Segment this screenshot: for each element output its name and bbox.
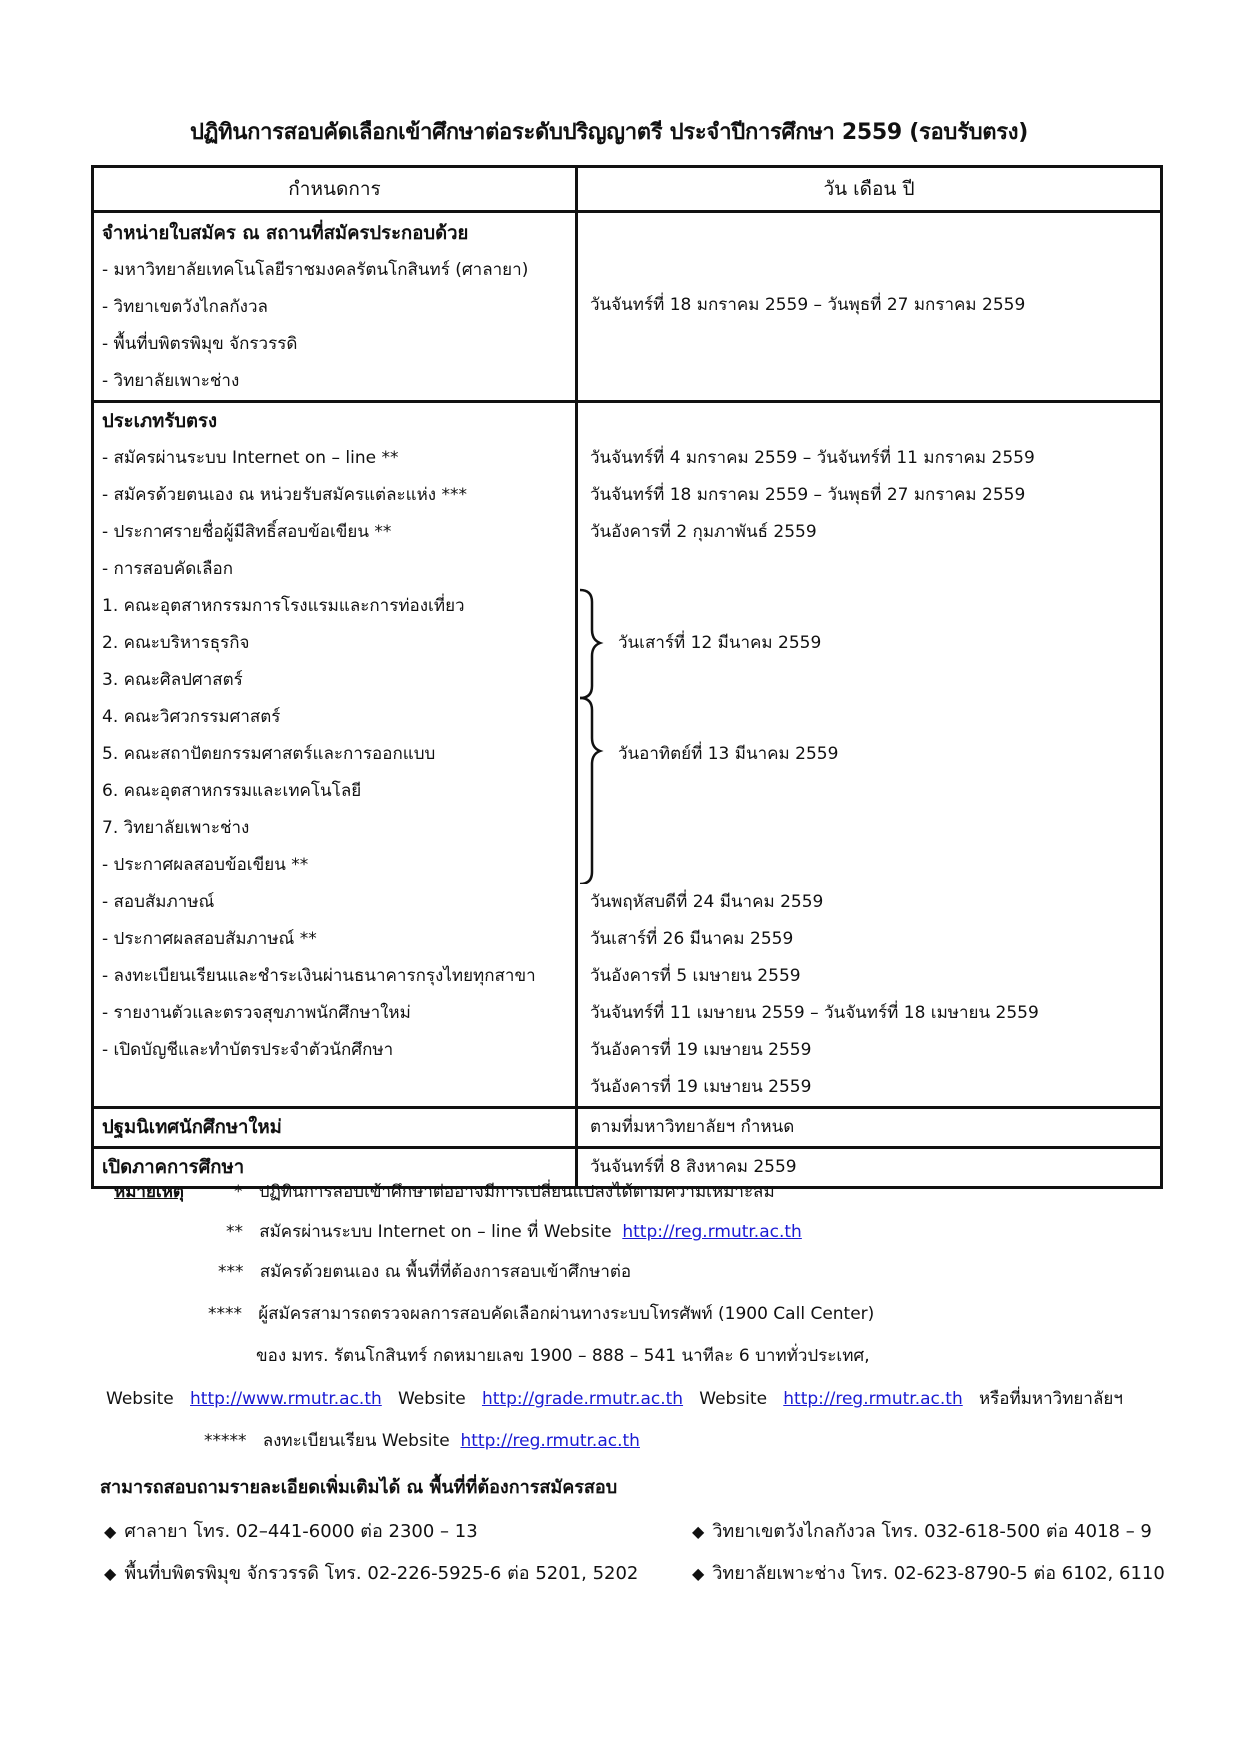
faculty-item: 3. คณะศิลปศาสตร์ (102, 670, 243, 690)
notes-heading: หมายเหตุ (114, 1182, 184, 1202)
date-cell: วันอังคารที่ 19 เมษายน 2559 (590, 1040, 812, 1060)
list-item: - ประกาศผลสอบสัมภาษณ์ ** (102, 929, 317, 949)
semester-date: วันจันทร์ที่ 8 สิงหาคม 2559 (590, 1157, 797, 1177)
orientation-label: ปฐมนิเทศนักศึกษาใหม่ (102, 1117, 282, 1138)
list-item: - พื้นที่บพิตรพิมุข จักรวรรดิ (102, 334, 298, 354)
list-item: - มหาวิทยาลัยเทคโนโลยีราชมงคลรัตนโกสินทร์ (ศาลายา) (102, 260, 529, 280)
header-schedule: กำหนดการ (93, 167, 577, 212)
date-cell: วันเสาร์ที่ 26 มีนาคม 2559 (590, 929, 794, 949)
page-title: ปฏิทินการสอบคัดเลือกเข้าศึกษาต่อระดับปริญญาตรี ประจำปีการศึกษา 2559 (รอบรับตรง) (190, 120, 1028, 145)
list-item: - ประกาศผลสอบข้อเขียน ** (102, 855, 309, 875)
exam-day-2: วันอาทิตย์ที่ 13 มีนาคม 2559 (618, 744, 839, 764)
list-item: - รายงานตัวและตรวจสุขภาพนักศึกษาใหม่ (102, 1003, 411, 1023)
list-item: - สอบสัมภาษณ์ (102, 892, 215, 912)
list-item: - วิทยาเขตวังไกลกังวล (102, 297, 268, 317)
websites-line: Website http://www.rmutr.ac.th Website http://grade.rmutr.ac.th Website http://reg.rmutr.ac.th หรือที่มหาวิทยาลัยฯ (106, 1389, 1123, 1409)
date-cell: วันอังคารที่ 19 เมษายน 2559 (590, 1077, 812, 1097)
note-5: ***** ลงทะเบียนเรียน Website http://reg.rmutr.ac.th (204, 1431, 640, 1451)
date-cell: วันจันทร์ที่ 18 มกราคม 2559 – วันพุธที่ 27 มกราคม 2559 (590, 295, 1026, 315)
diamond-bullet-icon: ◆ (692, 1522, 705, 1541)
list-item: - การสอบคัดเลือก (102, 559, 234, 579)
faculty-item: 4. คณะวิศวกรรมศาสตร์ (102, 707, 281, 727)
faculty-item: 5. คณะสถาปัตยกรรมศาสตร์และการออกแบบ (102, 744, 436, 764)
section-direct-admission (93, 402, 1162, 1108)
faculty-item: 1. คณะอุตสาหกรรมการโรงแรมและการท่องเที่ยว (102, 596, 465, 616)
reg-website-link-3[interactable]: http://reg.rmutr.ac.th (460, 1431, 640, 1451)
list-item: - ลงทะเบียนเรียนและชำระเงินผ่านธนาคารกรุงไทยทุกสาขา (102, 966, 536, 986)
schedule-table (91, 165, 1163, 1189)
diamond-bullet-icon: ◆ (104, 1564, 117, 1583)
contact-salaya: ◆ ศาลายา โทร. 02–441-6000 ต่อ 2300 – 13 (104, 1521, 478, 1542)
www-website-link[interactable]: http://www.rmutr.ac.th (190, 1389, 382, 1409)
semester-label: เปิดภาคการศึกษา (102, 1157, 245, 1178)
section-heading: ประเภทรับตรง (102, 411, 217, 432)
table-header-row (93, 167, 1162, 212)
date-cell: วันจันทร์ที่ 18 มกราคม 2559 – วันพุธที่ 27 มกราคม 2559 (590, 485, 1026, 505)
list-item: - สมัครด้วยตนเอง ณ หน่วยรับสมัครแต่ละแห่ง *** (102, 485, 467, 505)
faculty-item: 2. คณะบริหารธุรกิจ (102, 633, 250, 653)
faculty-item: 7. วิทยาลัยเพาะช่าง (102, 818, 250, 838)
row-orientation (93, 1108, 1162, 1148)
diamond-bullet-icon: ◆ (692, 1564, 705, 1583)
note-3: *** สมัครด้วยตนเอง ณ พื้นที่ที่ต้องการสอบเข้าศึกษาต่อ (218, 1262, 632, 1282)
orientation-date: ตามที่มหาวิทยาลัยฯ กำหนด (590, 1117, 795, 1137)
list-item: - เปิดบัญชีและทำบัตรประจำตัวนักศึกษา (102, 1040, 394, 1060)
note-4: **** ผู้สมัครสามารถตรวจผลการสอบคัดเลือกผ่านทางระบบโทรศัพท์ (1900 Call Center) (208, 1304, 875, 1324)
header-date: วัน เดือน ปี (577, 167, 1162, 212)
section-heading: จำหน่ายใบสมัคร ณ สถานที่สมัครประกอบด้วย (102, 223, 469, 244)
reg-website-link-2[interactable]: http://reg.rmutr.ac.th (783, 1389, 963, 1409)
grade-website-link[interactable]: http://grade.rmutr.ac.th (481, 1389, 684, 1409)
list-item: - ประกาศรายชื่อผู้มีสิทธิ์สอบข้อเขียน ** (102, 522, 392, 542)
contacts-heading: สามารถสอบถามรายละเอียดเพิ่มเติมได้ ณ พื้นที่ที่ต้องการสมัครสอบ (100, 1477, 618, 1498)
date-cell: วันจันทร์ที่ 11 เมษายน 2559 – วันจันทร์ที่ 18 เมษายน 2559 (590, 1003, 1039, 1023)
list-item: - สมัครผ่านระบบ Internet on – line ** (102, 448, 399, 468)
curly-brace-icon (578, 588, 618, 884)
note-2: ** สมัครผ่านระบบ Internet on – line ที่ Website http://reg.rmutr.ac.th (226, 1222, 802, 1242)
faculty-item: 6. คณะอุตสาหกรรมและเทคโนโลยี (102, 781, 362, 801)
reg-website-link[interactable]: http://reg.rmutr.ac.th (622, 1222, 802, 1242)
exam-day-1: วันเสาร์ที่ 12 มีนาคม 2559 (618, 633, 822, 653)
list-item: - วิทยาลัยเพาะช่าง (102, 371, 240, 391)
date-cell: วันพฤหัสบดีที่ 24 มีนาคม 2559 (590, 892, 824, 912)
diamond-bullet-icon: ◆ (104, 1522, 117, 1541)
contact-wangklaikangwon: ◆ วิทยาเขตวังไกลกังวล โทร. 032-618-500 ต่อ 4018 – 9 (692, 1521, 1152, 1542)
date-cell: วันจันทร์ที่ 4 มกราคม 2559 – วันจันทร์ที่ 11 มกราคม 2559 (590, 448, 1035, 468)
note-4-continued: ของ มทร. รัตนโกสินทร์ กดหมายเลข 1900 – 888 – 541 นาทีละ 6 บาททั่วประเทศ, (256, 1346, 870, 1366)
contact-bophitphimuk: ◆ พื้นที่บพิตรพิมุข จักรวรรดิ โทร. 02-226-5925-6 ต่อ 5201, 5202 (104, 1563, 639, 1584)
section-application-sale (93, 212, 1162, 402)
date-cell: วันอังคารที่ 5 เมษายน 2559 (590, 966, 801, 986)
exam-days-group (578, 588, 1160, 884)
note-1: * ปฏิทินการสอบเข้าศึกษาต่ออาจมีการเปลี่ยนแปลงได้ตามความเหมาะสม (234, 1182, 775, 1202)
date-cell: วันอังคารที่ 2 กุมภาพันธ์ 2559 (590, 522, 817, 542)
contact-pohchang: ◆ วิทยาลัยเพาะช่าง โทร. 02-623-8790-5 ต่อ 6102, 6110 (692, 1563, 1165, 1584)
